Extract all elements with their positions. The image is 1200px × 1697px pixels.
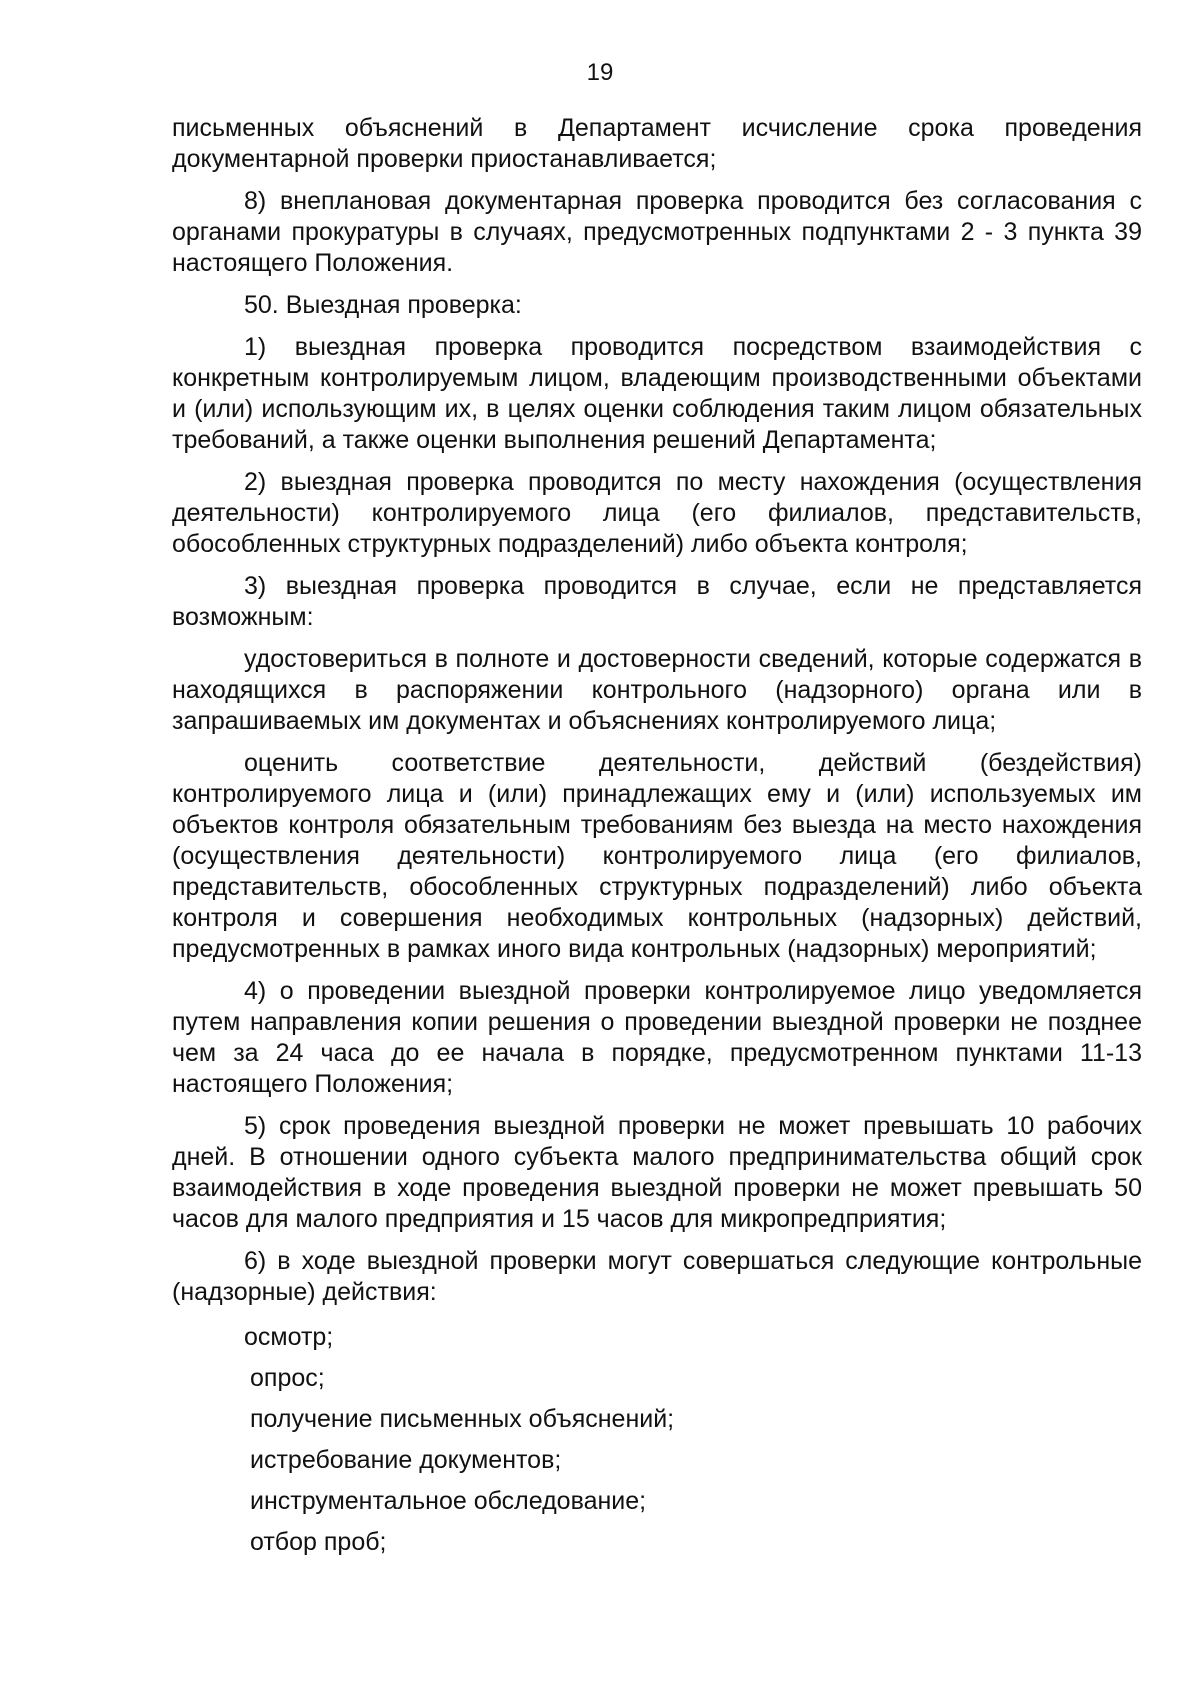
- list-item: опрос;: [250, 1364, 325, 1392]
- paragraph: удостовериться в полноте и достоверности сведений, которые содержатся в находящихся в распоряжении контрольного (надзорного) органа или в запрашиваемых им документах и объяснениях контролируемого лица;: [172, 645, 1142, 735]
- paragraph: письменных объяснений в Департамент исчисление срока проведения документарной проверки приостанавливается;: [172, 114, 1142, 173]
- action-list: [172, 1322, 1142, 1558]
- list-item: осмотр;: [244, 1323, 334, 1351]
- page-number: 19: [586, 59, 614, 86]
- paragraph: 6) в ходе выездной проверки могут совершаться следующие контрольные (надзорные) действия:: [172, 1247, 1142, 1306]
- paragraph: 8) внеплановая документарная проверка проводится без согласования с органами прокуратуры в случаях, предусмотренных подпунктами 2 - 3 пункта 39 настоящего Положения.: [172, 187, 1142, 277]
- paragraph: 2) выездная проверка проводится по месту нахождения (осуществления деятельности) контролируемого лица (его филиалов, представительств, обособленных структурных подразделений) либо объекта контроля;: [172, 468, 1142, 558]
- list-item: инструментальное обследование;: [250, 1487, 647, 1515]
- list-item: получение письменных объяснений;: [250, 1405, 675, 1433]
- list-item: отбор проб;: [250, 1528, 387, 1556]
- paragraph: 1) выездная проверка проводится посредством взаимодействия с конкретным контролируемым лицом, владеющим производственными объектами и (или) использующим их, в целях оценки соблюдения таким лицом обязательных требований, а также оценки выполнения решений Департамента;: [172, 333, 1142, 454]
- paragraph: 50. Выездная проверка:: [244, 291, 522, 319]
- paragraph: 5) срок проведения выездной проверки не может превышать 10 рабочих дней. В отношении одного субъекта малого предпринимательства общий срок взаимодействия в ходе проведения выездной проверки не может превышать 50 часов для малого предприятия и 15 часов для микропредприятия;: [172, 1112, 1142, 1233]
- paragraph: оценить соответствие деятельности, действий (бездействия) контролируемого лица и (или) принадлежащих ему и (или) используемых им объектов контроля обязательным требованиям без выезда на место нахождения (осуществления деятельности) контролируемого лица (его филиалов, представительств, обособленных структурных подразделений) либо объекта контроля и совершения необходимых контрольных (надзорных) действий, предусмотренных в рамках иного вида контрольных (надзорных) мероприятий;: [172, 749, 1142, 963]
- paragraph: 3) выездная проверка проводится в случае, если не представляется возможным:: [172, 572, 1142, 631]
- paragraph: 4) о проведении выездной проверки контролируемое лицо уведомляется путем направления копии решения о проведении выездной проверки не позднее чем за 24 часа до ее начала в порядке, предусмотренном пунктами 11-13 настоящего Положения;: [172, 977, 1142, 1098]
- document-body: [172, 113, 1142, 1568]
- list-item: истребование документов;: [250, 1446, 562, 1474]
